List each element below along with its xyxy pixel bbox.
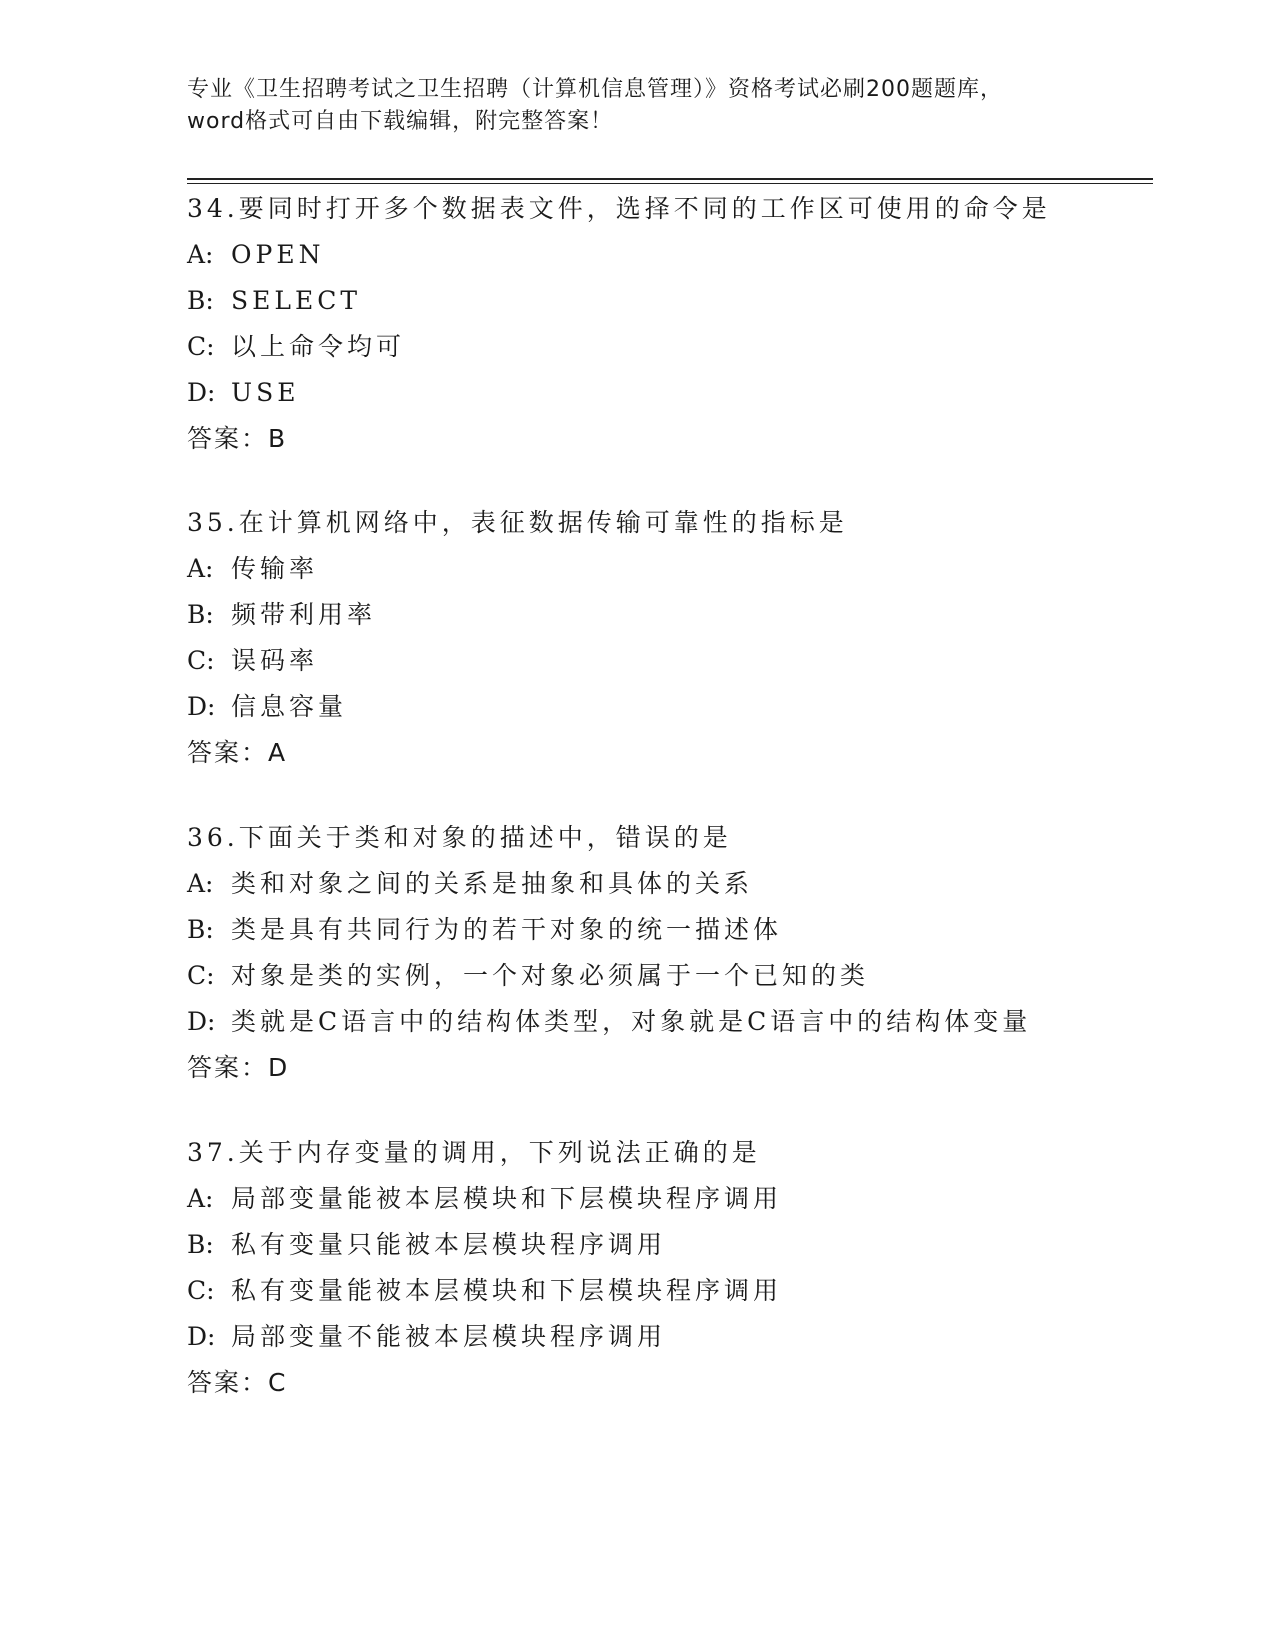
- option-text: 类是具有共同行为的若干对象的统一描述体: [231, 915, 783, 944]
- option-c: [187, 953, 1147, 999]
- option-prefix: C:: [187, 332, 215, 361]
- header-line-2: word格式可自由下载编辑，附完整答案！: [187, 109, 614, 134]
- option-a: [187, 232, 1147, 278]
- option-b: [187, 1222, 1147, 1268]
- option-prefix: A:: [187, 1184, 214, 1213]
- option-c: [187, 324, 1147, 370]
- option-text: 频带利用率: [231, 600, 377, 629]
- option-text: SELECT: [231, 286, 362, 315]
- option-text: 对象是类的实例，一个对象必须属于一个已知的类: [231, 961, 870, 990]
- option-prefix: B:: [187, 286, 214, 315]
- option-prefix: C:: [187, 1276, 215, 1305]
- option-text: 私有变量只能被本层模块程序调用: [231, 1230, 667, 1259]
- question-35: [187, 500, 1147, 776]
- question-34: [187, 186, 1147, 462]
- document-header: [187, 74, 1087, 138]
- option-text: 误码率: [231, 646, 319, 675]
- option-text: OPEN: [231, 240, 325, 269]
- option-c: [187, 1268, 1147, 1314]
- option-text: 类和对象之间的关系是抽象和具体的关系: [231, 869, 754, 898]
- option-text: 类就是C语言中的结构体类型，对象就是C语言中的结构体变量: [231, 1007, 1032, 1036]
- question-stem: 37.关于内存变量的调用，下列说法正确的是: [187, 1138, 761, 1167]
- option-text: 私有变量能被本层模块和下层模块程序调用: [231, 1276, 783, 1305]
- option-prefix: A:: [187, 240, 214, 269]
- option-text: USE: [231, 378, 300, 407]
- option-prefix: B:: [187, 600, 214, 629]
- option-b: [187, 907, 1147, 953]
- option-prefix: A:: [187, 869, 214, 898]
- option-prefix: A:: [187, 554, 214, 583]
- option-text: 以上命令均可: [231, 332, 406, 361]
- question-36: [187, 815, 1147, 1091]
- option-c: [187, 638, 1147, 684]
- question-stem: 34.要同时打开多个数据表文件，选择不同的工作区可使用的命令是: [187, 194, 1051, 223]
- answer-line: 答案：C: [187, 1368, 288, 1397]
- option-prefix: D:: [187, 1322, 216, 1351]
- option-prefix: D:: [187, 692, 216, 721]
- option-prefix: C:: [187, 646, 215, 675]
- header-rule-thin: [187, 183, 1153, 184]
- option-d: [187, 999, 1147, 1045]
- answer-line: 答案：A: [187, 738, 288, 767]
- answer-line: 答案：B: [187, 424, 288, 453]
- option-d: [187, 1314, 1147, 1360]
- option-d: [187, 684, 1147, 730]
- option-prefix: B:: [187, 915, 214, 944]
- option-d: [187, 370, 1147, 416]
- option-a: [187, 861, 1147, 907]
- option-a: [187, 546, 1147, 592]
- header-line-1: 专业《卫生招聘考试之卫生招聘（计算机信息管理）》资格考试必刷200题题库，: [187, 77, 1003, 102]
- option-text: 局部变量能被本层模块和下层模块程序调用: [231, 1184, 783, 1213]
- option-text: 信息容量: [231, 692, 348, 721]
- option-prefix: D:: [187, 378, 216, 407]
- question-stem: 35.在计算机网络中，表征数据传输可靠性的指标是: [187, 508, 848, 537]
- option-prefix: D:: [187, 1007, 216, 1036]
- question-stem: 36.下面关于类和对象的描述中，错误的是: [187, 823, 732, 852]
- answer-line: 答案：D: [187, 1053, 290, 1082]
- option-b: [187, 278, 1147, 324]
- question-37: [187, 1130, 1147, 1406]
- option-text: 局部变量不能被本层模块程序调用: [231, 1322, 667, 1351]
- option-text: 传输率: [231, 554, 319, 583]
- option-a: [187, 1176, 1147, 1222]
- option-b: [187, 592, 1147, 638]
- option-prefix: B:: [187, 1230, 214, 1259]
- header-rule-thick: [187, 178, 1153, 180]
- option-prefix: C:: [187, 961, 215, 990]
